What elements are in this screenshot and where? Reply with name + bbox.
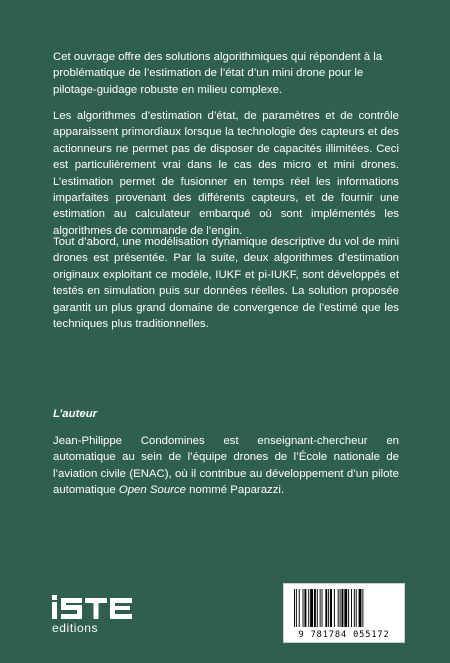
- barcode: [283, 583, 405, 643]
- author-heading: L’auteur: [53, 408, 98, 420]
- author-bio-open-source: Open Source: [118, 484, 186, 497]
- description-paragraph-3: Tout d’abord, une modélisation dynamique descriptive du vol de mini drones est présentée. Par la suite, deux algorithmes d’estimation originaux exploitant ce modèle, IUKF et pi-IUKF, sont développés et testés en simulation puis sur données réelles. La solution proposée garantit un plus grand domaine de convergence de l’estimé que les techniques plus traditionnelles.: [53, 236, 399, 331]
- barcode-bars: [294, 589, 394, 627]
- author-bio: [53, 433, 399, 499]
- description-paragraph-1: Cet ouvrage offre des solutions algorithmiques qui répondent à la problématique de l’estimation de l’état d’un mini drone pour le pilotage-guidage robuste en milieu complexe.: [53, 51, 383, 96]
- author-bio-end: nommé Paparazzi.: [185, 484, 285, 497]
- isbn-number: 9 781784 055172: [298, 630, 390, 640]
- svg-text:editions: editions: [52, 621, 99, 635]
- iste-editions-logo: [52, 595, 148, 635]
- description-paragraph-2: Les algorithmes d’estimation d’état, de paramètres et de contrôle apparaissent primordiaux lorsque la technologie des capteurs et des actionneurs ne permet pas de disposer de capacités illimitées. Ceci est particulièrement vrai dans le cas des micro et mini drones. L’estimation permet de fusionner en temps réel les informations imparfaites provenant des différents capteurs, et de fournir une estimation au calculateur embarqué où sont implémentés les algorithmes de commande de l’engin.: [53, 110, 399, 237]
- author-bio-text: Jean-Philippe Condomines est enseignant-chercheur en automatique au sein de l’équipe drones de l’École nationale de l’aviation civile (ENAC), où il contribue au développement d’un pilote automatique: [53, 435, 399, 497]
